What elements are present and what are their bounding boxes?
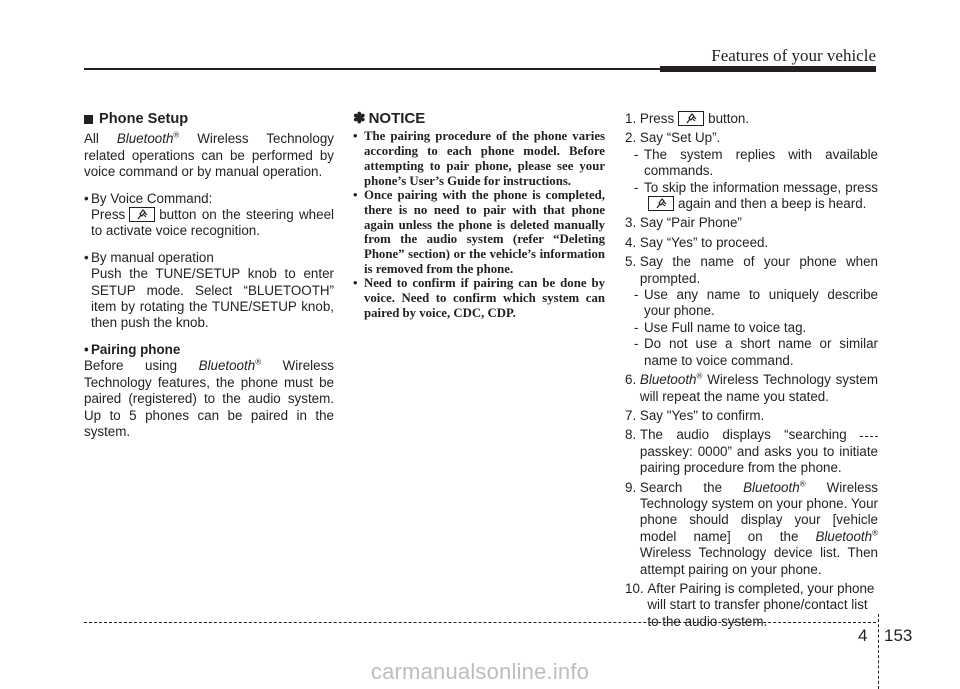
notice-star-icon: ✽ — [353, 110, 366, 127]
step-1: 1. Press button. — [625, 111, 750, 126]
step-5: 5. Say the name of your phone when prompted. — [625, 254, 878, 286]
step-2: 2. Say “Set Up”. — [625, 130, 721, 146]
intro-paragraph: All Bluetooth® Wireless Technology related operations can be performed by voice command or by manual operation. — [84, 130, 334, 180]
step-8: 8. The audio displays “searching passkey: 0000” and asks you to initiate pairing procedure from the phone. — [625, 427, 878, 476]
step-10: 10. After Pairing is completed, your phone will start to transfer phone/contact list to the audio system. — [625, 580, 875, 629]
section-title: Phone Setup — [84, 111, 334, 127]
step-2-note: - The system replies with available commands. — [634, 146, 878, 179]
step-7: 7. Say "Yes" to confirm. — [625, 407, 765, 423]
blank-placeholder — [860, 429, 878, 439]
page-number: 153 — [884, 626, 913, 645]
notice-title: ✽ NOTICE — [353, 110, 426, 127]
step-5-note: - Do not use a short name or similar name to voice command. — [634, 336, 878, 368]
pairing-steps — [625, 111, 878, 630]
pairing-phone-heading: • Pairing phone — [84, 341, 181, 357]
step-6: 6. Bluetooth® Wireless Technology system will repeat the name you stated. — [625, 371, 878, 404]
left-column — [84, 111, 334, 440]
talk-button-icon — [648, 196, 674, 211]
manual-operation-text: Push the TUNE/SETUP knob to enter SETUP mode. Select “BLUETOOTH” item by rotating the TUNE/SETUP knob, then push the knob. — [91, 266, 334, 331]
voice-command-text: Press button on the steering wheel to activate voice recognition. — [91, 207, 334, 239]
manual-operation-item: • By manual operation — [84, 249, 214, 265]
notice-list — [353, 129, 605, 320]
notice-box — [353, 111, 605, 321]
notice-item: • Once pairing with the phone is completed, there is no need to pair with that phone again unless the phone is deleted manually from the audio system (refer “Deleting Phone” section) or the vehicle’s information is removed from the phone. — [353, 188, 605, 276]
running-header: Features of your vehicle — [711, 46, 876, 65]
voice-command-item: • By Voice Command: — [84, 190, 213, 206]
notice-item: • The pairing procedure of the phone varies according to each phone model. Before attempting to pair phone, please see your phone’s User’s Guide for instructions. — [353, 129, 605, 188]
header-rule-accent — [660, 66, 876, 72]
step-5-note: - Use any name to uniquely describe your phone. — [634, 287, 878, 319]
step-4: 4. Say “Yes” to proceed. — [625, 234, 769, 250]
talk-button-icon — [678, 111, 704, 126]
step-3: 3. Say “Pair Phone” — [625, 215, 742, 231]
pairing-phone-text: Before using Bluetooth® Wireless Technology features, the phone must be paired (registered) to the audio system. Up to 5 phones can be paired in the system. — [84, 357, 334, 439]
step-5-note: - Use Full name to voice tag. — [634, 319, 807, 335]
chapter-number: 4 — [858, 626, 868, 645]
talk-button-icon — [129, 207, 155, 222]
step-2-note: - To skip the information message, press again and then a beep is heard. — [634, 179, 878, 212]
square-bullet-icon — [84, 115, 93, 124]
step-9: 9. Search the Bluetooth® Wireless Technology system on your phone. Your phone should display your [vehicle model name] on the Bluetooth® Wireless Technology device list. Then attempt pairing on your phone. — [625, 479, 878, 577]
notice-item: • Need to confirm if pairing can be done by voice. Need to confirm which system can paired by voice, CDC, CDP. — [353, 276, 605, 320]
watermark: carmanualsonline.info — [370, 659, 590, 684]
footer-rule — [84, 622, 876, 623]
